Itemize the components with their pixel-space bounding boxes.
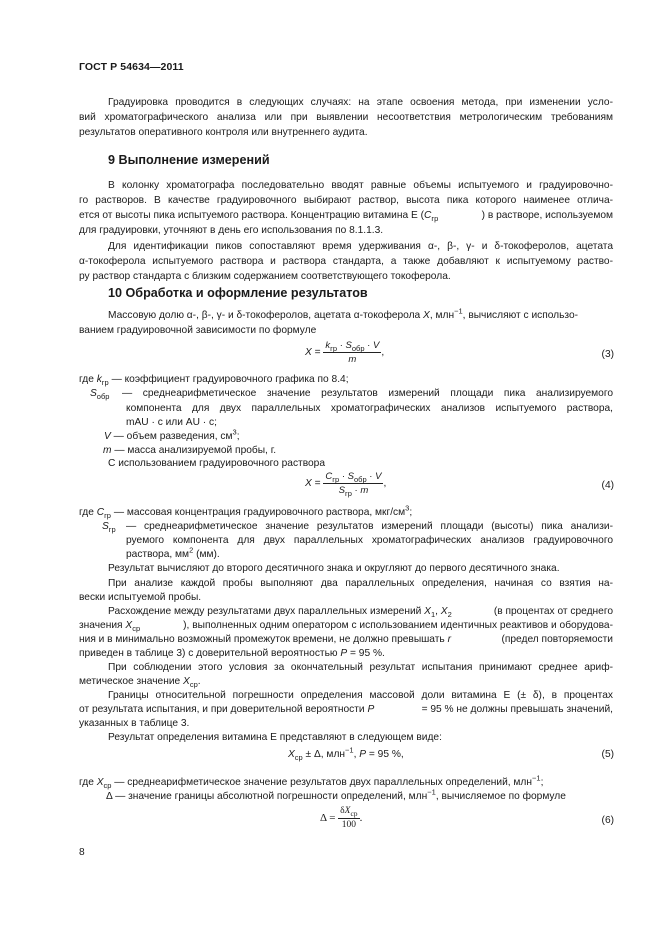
text: Массовую долю α-, β-, γ- и δ-токоферолов, ацетата α-токоферола: [108, 310, 424, 321]
sec10-line: Границы относительной погрешности определения массовой доли витамина Е (± δ), в процентах: [108, 690, 613, 701]
where-sgr: раствора, $мм^2$ (мм).: [126, 545, 220, 560]
intro-line: результатов оперативного контроля или внутреннего аудита.: [79, 127, 368, 138]
sec9-line: ру раствор стандарта с близким содержанием соответствующего токоферола.: [79, 271, 451, 282]
text: раствора, мм: [126, 549, 190, 560]
where-xcp: где $X_{ср}$ — среднеарифметическое значение результатов двух параллельных определений, млн$^{-1}$;: [79, 773, 544, 791]
text: = 95 %.: [347, 648, 385, 659]
document-header: ГОСТ Р 54634—2011: [79, 61, 184, 73]
text: приведен в таблице 3) с доверительной вероятностью: [79, 648, 341, 659]
sec10-line: Результат вычисляют до второго десятичного знака и округляют до первого десятичного знака.: [108, 563, 560, 574]
sec10-line: Результат определения витамина Е представляют в следующем виде:: [108, 732, 442, 743]
formula-3: X = $\frac{k_{гр} \cdot S_{обр} \cdot V}{m}$ ,: [305, 340, 385, 365]
text: , вычисляют с использо-: [462, 310, 579, 321]
sec9-line: го растворов. В качестве градуировочного выбирают раствор, высота пика которого наименее отлича-: [79, 195, 613, 206]
where-delta: Δ — значение границы абсолютной погрешности определений, млн$^{-1}$, вычисляемое по формуле: [106, 787, 566, 802]
where-s: $S_{обр}$ — среднеарифметическое значение результатов измерений площади пика анализируемого: [90, 388, 613, 402]
sec10-line: указанных в таблице 3.: [79, 718, 190, 729]
text: — объем разведения, см: [113, 431, 233, 442]
equation-number: (3): [601, 349, 614, 360]
text: — коэффициент градуировочного графика по 8.4;: [111, 374, 349, 385]
text: ), выполненных одним оператором с использованием идентичных реактивов и оборудова-: [183, 620, 613, 631]
section-10-title: 10 Обработка и оформление результатов: [108, 286, 368, 300]
text: , млн: [429, 310, 455, 321]
text: — среднеарифметическое значение результатов измерений площади пика анализируемого: [122, 388, 613, 399]
sec10-line: приведен в таблице 3) с доверительной вероятностью P = 95 %.: [79, 648, 385, 659]
text: = 95 % не должны превышать значений,: [421, 704, 613, 715]
sec10-line: вески испытуемой пробы.: [79, 592, 202, 603]
text: — массовая концентрация градуировочного раствора, мкг/см: [113, 507, 406, 518]
where-sgr: $S_{гр}$ — среднеарифметическое значение результатов измерений площади (высоты) пика анализи-: [102, 521, 613, 535]
where-k: где $k_{гр}$ — коэффициент градуировочного графика по 8.4;: [79, 374, 349, 388]
text: от результата испытания, и при доверительной вероятности: [79, 704, 368, 715]
intro-line: вий хроматографического анализа или при выявлении несоответствия метрологическим требованиям: [79, 112, 613, 123]
text: ) в растворе, используемом: [481, 210, 613, 221]
where-sgr: руемого компонента для двух параллельных хроматографических анализов градуировочного: [126, 535, 613, 546]
sec10-line: ния и в минимально возможный промежуток времени, не должно превышать r (предел повторяемости: [79, 634, 613, 645]
sec9-line: для градуировки, уточняют в день его использования по 8.1.1.3.: [79, 225, 384, 236]
sec10-line: метическое значение $X_{ср}$.: [79, 676, 201, 690]
sec9-line: Для идентификации пиков сопоставляют время удерживания α-, β-, γ- и δ-токоферолов, ацетата: [108, 241, 613, 252]
sec10-line: Расхождение между результатами двух параллельных измерений $X_1$, $X_2$ (в процентах от среднего: [108, 606, 613, 620]
sec10-line: ванием градуировочной зависимости по формуле: [79, 325, 317, 336]
sec10-line: Массовую долю α-, β-, γ- и δ-токоферолов, ацетата α-токоферола X, млн$^{-1}$, вычисляют с использо-: [108, 306, 579, 321]
equation-number: (5): [601, 749, 614, 760]
where-m: m — масса анализируемой пробы, г.: [103, 445, 277, 456]
equation-number: (6): [601, 815, 614, 826]
text: Расхождение между результатами двух параллельных измерений: [108, 606, 425, 617]
formula-4: X = $\frac{C_{гр} \cdot S_{обр} \cdot V}{S_{гр} \cdot m}$ ,: [305, 471, 387, 498]
text: = 95 %,: [366, 749, 404, 760]
sec9-line: ется от высоты пика испытуемого раствора. Концентрацию витамина Е ($C_{гр}$ ) в растворе, используемом: [79, 210, 613, 224]
text: — масса анализируемой пробы, г.: [114, 445, 277, 456]
formula-6: Δ = $\frac{\delta X_{ср}}{100}$ .: [320, 806, 363, 830]
text: значения: [79, 620, 126, 631]
formula-5: $X_{ср} \pm \Delta$, млн$^{-1}$, P = 95 %,: [288, 745, 404, 763]
sec9-line: α-токоферола испытуемого раствора и раствора стандарта, а также добавляют к испытуемому раство-: [79, 256, 613, 267]
text: ± Δ, млн: [302, 749, 346, 760]
text: (предел повторяемости: [501, 634, 613, 645]
equation-number: (4): [601, 480, 614, 491]
text: — среднеарифметическое значение результатов измерений площади (высоты) пика анализи-: [126, 521, 613, 532]
text: (мм).: [193, 549, 220, 560]
where-v: V — объем разведения, $см^3$;: [104, 427, 240, 442]
where-c: где $C_{гр}$ — массовая концентрация градуировочного раствора, мкг/$см^3$;: [79, 503, 413, 521]
text: , вычисляемое по формуле: [435, 791, 566, 802]
sec10-line: значения $X_{ср}$ ), выполненных одним оператором с использованием идентичных реактивов и оборудова-: [79, 620, 613, 634]
text: метическое значение: [79, 676, 184, 687]
sec10-line: При анализе каждой пробы выполняют два параллельных определения, начиная со взятия на-: [108, 578, 613, 589]
sec10-line: от результата испытания, и при доверительной вероятности P = 95 % не должны превышать значений,: [79, 704, 613, 715]
text: — среднеарифметическое значение результатов двух параллельных определений, млн: [114, 777, 532, 788]
intro-line: Градуировка проводится в следующих случаях: на этапе освоения метода, при изменении усло-: [108, 97, 613, 108]
text: (в процентах от среднего: [493, 606, 613, 617]
text: ния и в минимально возможный промежуток времени, не должно превышать: [79, 634, 448, 645]
text: ется от высоты пика испытуемого раствора. Концентрацию витамина Е (: [79, 210, 424, 221]
text: 100: [341, 820, 356, 830]
section-9-title: 9 Выполнение измерений: [108, 153, 270, 167]
page-number: 8: [79, 847, 85, 858]
where-s: компонента для двух параллельных хроматографических анализов испытуемого раствора,: [126, 403, 613, 414]
sec10-line: При соблюдении этого условия за окончательный результат испытания принимают среднее ариф-: [108, 662, 613, 673]
sec10-line: С использованием градуировочного раствора: [108, 458, 326, 469]
text: — значение границы абсолютной погрешности определений, млн: [115, 791, 428, 802]
where-s: mAU · c или AU · c;: [126, 417, 217, 428]
sec9-line: В колонку хроматографа последовательно вводят равные объемы испытуемого и градуировочно-: [108, 180, 613, 191]
